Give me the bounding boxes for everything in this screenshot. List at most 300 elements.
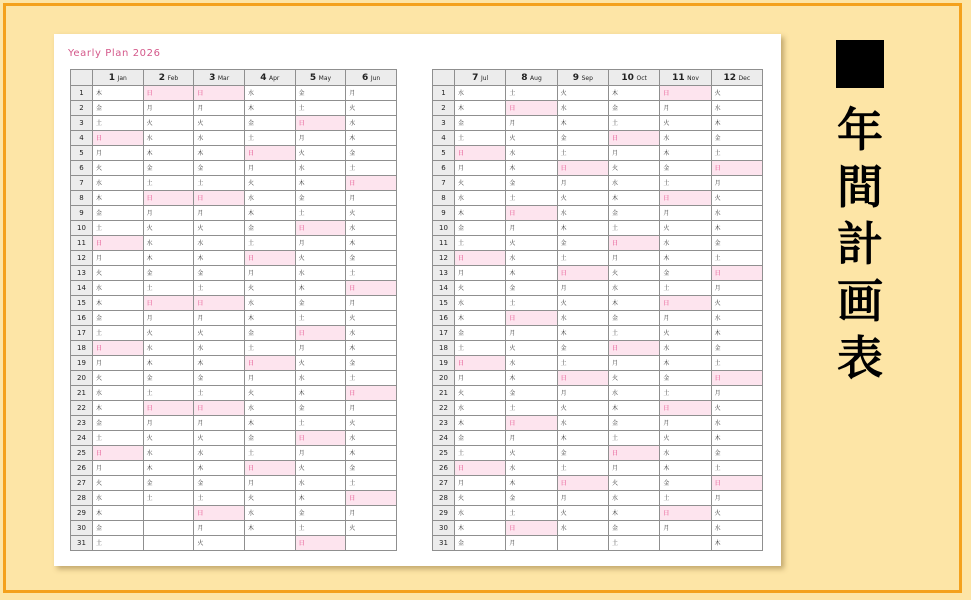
day-cell[interactable]: 月 bbox=[346, 296, 397, 311]
day-cell[interactable]: 月 bbox=[557, 176, 608, 191]
day-cell[interactable]: 木 bbox=[660, 251, 711, 266]
day-cell[interactable]: 金 bbox=[194, 371, 245, 386]
day-cell[interactable]: 金 bbox=[557, 446, 608, 461]
day-cell[interactable]: 金 bbox=[506, 386, 557, 401]
day-cell[interactable]: 金 bbox=[143, 161, 194, 176]
day-cell[interactable]: 火 bbox=[660, 326, 711, 341]
day-cell[interactable]: 水 bbox=[660, 236, 711, 251]
day-cell[interactable]: 火 bbox=[295, 251, 346, 266]
day-cell[interactable]: 火 bbox=[455, 491, 506, 506]
day-cell[interactable]: 月 bbox=[143, 206, 194, 221]
day-cell[interactable]: 金 bbox=[455, 431, 506, 446]
day-cell[interactable]: 火 bbox=[557, 296, 608, 311]
sunday-cell[interactable]: 日 bbox=[346, 281, 397, 296]
sunday-cell[interactable]: 日 bbox=[93, 446, 144, 461]
day-cell[interactable]: 土 bbox=[608, 116, 659, 131]
sunday-cell[interactable]: 日 bbox=[244, 251, 295, 266]
sunday-cell[interactable]: 日 bbox=[557, 476, 608, 491]
day-cell[interactable]: 水 bbox=[455, 401, 506, 416]
sunday-cell[interactable]: 日 bbox=[608, 341, 659, 356]
day-cell[interactable]: 月 bbox=[346, 401, 397, 416]
day-cell[interactable]: 金 bbox=[194, 161, 245, 176]
day-cell[interactable]: 水 bbox=[506, 461, 557, 476]
day-cell[interactable]: 水 bbox=[506, 251, 557, 266]
sunday-cell[interactable]: 日 bbox=[295, 221, 346, 236]
sunday-cell[interactable]: 日 bbox=[608, 131, 659, 146]
day-cell[interactable]: 月 bbox=[455, 266, 506, 281]
day-cell[interactable]: 土 bbox=[244, 446, 295, 461]
day-cell[interactable]: 金 bbox=[660, 371, 711, 386]
sunday-cell[interactable]: 日 bbox=[711, 476, 762, 491]
day-cell[interactable]: 水 bbox=[143, 446, 194, 461]
day-cell[interactable]: 土 bbox=[557, 461, 608, 476]
day-cell[interactable]: 月 bbox=[660, 521, 711, 536]
day-cell[interactable]: 火 bbox=[711, 86, 762, 101]
sunday-cell[interactable]: 日 bbox=[557, 161, 608, 176]
day-cell[interactable]: 土 bbox=[346, 476, 397, 491]
day-cell[interactable]: 土 bbox=[295, 206, 346, 221]
day-cell[interactable]: 木 bbox=[557, 326, 608, 341]
sunday-cell[interactable]: 日 bbox=[295, 431, 346, 446]
day-cell[interactable]: 火 bbox=[346, 311, 397, 326]
day-cell[interactable]: 水 bbox=[506, 146, 557, 161]
day-cell[interactable]: 月 bbox=[506, 116, 557, 131]
day-cell[interactable]: 水 bbox=[244, 86, 295, 101]
day-cell[interactable]: 月 bbox=[660, 311, 711, 326]
sunday-cell[interactable]: 日 bbox=[295, 326, 346, 341]
day-cell[interactable]: 火 bbox=[711, 296, 762, 311]
day-cell[interactable]: 火 bbox=[295, 356, 346, 371]
day-cell[interactable]: 水 bbox=[194, 131, 245, 146]
day-cell[interactable]: 火 bbox=[455, 386, 506, 401]
day-cell[interactable]: 金 bbox=[346, 356, 397, 371]
day-cell[interactable]: 火 bbox=[244, 491, 295, 506]
day-cell[interactable]: 金 bbox=[244, 431, 295, 446]
day-cell[interactable]: 水 bbox=[93, 386, 144, 401]
day-cell[interactable]: 月 bbox=[295, 341, 346, 356]
sunday-cell[interactable]: 日 bbox=[295, 116, 346, 131]
sunday-cell[interactable]: 日 bbox=[194, 401, 245, 416]
day-cell[interactable]: 木 bbox=[295, 386, 346, 401]
sunday-cell[interactable]: 日 bbox=[506, 206, 557, 221]
day-cell[interactable]: 木 bbox=[506, 161, 557, 176]
day-cell[interactable]: 月 bbox=[244, 266, 295, 281]
day-cell[interactable]: 水 bbox=[194, 341, 245, 356]
day-cell[interactable]: 月 bbox=[295, 446, 346, 461]
day-cell[interactable]: 金 bbox=[455, 536, 506, 551]
day-cell[interactable]: 木 bbox=[346, 341, 397, 356]
day-cell[interactable]: 水 bbox=[608, 281, 659, 296]
sunday-cell[interactable]: 日 bbox=[711, 161, 762, 176]
sunday-cell[interactable]: 日 bbox=[660, 506, 711, 521]
day-cell[interactable]: 土 bbox=[660, 176, 711, 191]
day-cell[interactable]: 火 bbox=[143, 326, 194, 341]
day-cell[interactable]: 土 bbox=[660, 386, 711, 401]
day-cell[interactable]: 金 bbox=[93, 521, 144, 536]
day-cell[interactable]: 火 bbox=[346, 101, 397, 116]
day-cell[interactable]: 木 bbox=[295, 491, 346, 506]
day-cell[interactable]: 金 bbox=[244, 326, 295, 341]
sunday-cell[interactable]: 日 bbox=[93, 341, 144, 356]
day-cell[interactable]: 木 bbox=[506, 371, 557, 386]
day-cell[interactable]: 水 bbox=[244, 296, 295, 311]
day-cell[interactable]: 土 bbox=[608, 221, 659, 236]
day-cell[interactable]: 金 bbox=[93, 101, 144, 116]
day-cell[interactable]: 月 bbox=[194, 311, 245, 326]
day-cell[interactable]: 土 bbox=[244, 131, 295, 146]
day-cell[interactable]: 木 bbox=[93, 506, 144, 521]
day-cell[interactable]: 土 bbox=[143, 281, 194, 296]
day-cell[interactable]: 木 bbox=[557, 221, 608, 236]
day-cell[interactable]: 火 bbox=[93, 476, 144, 491]
day-cell[interactable]: 水 bbox=[295, 161, 346, 176]
day-cell[interactable]: 水 bbox=[346, 116, 397, 131]
day-cell[interactable]: 水 bbox=[557, 101, 608, 116]
day-cell[interactable]: 月 bbox=[557, 386, 608, 401]
sunday-cell[interactable]: 日 bbox=[143, 86, 194, 101]
day-cell[interactable]: 月 bbox=[295, 236, 346, 251]
day-cell[interactable]: 木 bbox=[346, 131, 397, 146]
sunday-cell[interactable]: 日 bbox=[143, 296, 194, 311]
sunday-cell[interactable]: 日 bbox=[506, 101, 557, 116]
day-cell[interactable]: 火 bbox=[557, 86, 608, 101]
day-cell[interactable]: 金 bbox=[93, 311, 144, 326]
day-cell[interactable]: 火 bbox=[93, 161, 144, 176]
day-cell[interactable]: 木 bbox=[557, 116, 608, 131]
day-cell[interactable]: 月 bbox=[608, 461, 659, 476]
day-cell[interactable]: 月 bbox=[295, 131, 346, 146]
day-cell[interactable]: 金 bbox=[660, 476, 711, 491]
day-cell[interactable]: 木 bbox=[346, 236, 397, 251]
day-cell[interactable]: 金 bbox=[295, 401, 346, 416]
day-cell[interactable]: 月 bbox=[244, 476, 295, 491]
day-cell[interactable]: 土 bbox=[455, 446, 506, 461]
day-cell[interactable]: 木 bbox=[93, 296, 144, 311]
day-cell[interactable]: 火 bbox=[506, 341, 557, 356]
day-cell[interactable]: 土 bbox=[557, 146, 608, 161]
day-cell[interactable]: 土 bbox=[93, 431, 144, 446]
day-cell[interactable]: 金 bbox=[711, 446, 762, 461]
sunday-cell[interactable]: 日 bbox=[194, 191, 245, 206]
day-cell[interactable]: 火 bbox=[244, 176, 295, 191]
day-cell[interactable]: 土 bbox=[295, 311, 346, 326]
sunday-cell[interactable]: 日 bbox=[244, 461, 295, 476]
sunday-cell[interactable]: 日 bbox=[455, 146, 506, 161]
sunday-cell[interactable]: 日 bbox=[660, 401, 711, 416]
day-cell[interactable]: 火 bbox=[194, 536, 245, 551]
day-cell[interactable]: 木 bbox=[455, 101, 506, 116]
day-cell[interactable]: 土 bbox=[455, 131, 506, 146]
day-cell[interactable]: 土 bbox=[557, 356, 608, 371]
day-cell[interactable]: 金 bbox=[194, 266, 245, 281]
day-cell[interactable]: 金 bbox=[93, 206, 144, 221]
day-cell[interactable]: 金 bbox=[143, 266, 194, 281]
day-cell[interactable]: 木 bbox=[711, 536, 762, 551]
day-cell[interactable]: 土 bbox=[711, 146, 762, 161]
sunday-cell[interactable]: 日 bbox=[143, 401, 194, 416]
day-cell[interactable]: 月 bbox=[506, 221, 557, 236]
day-cell[interactable]: 水 bbox=[346, 326, 397, 341]
day-cell[interactable]: 土 bbox=[608, 431, 659, 446]
day-cell[interactable]: 火 bbox=[143, 116, 194, 131]
sunday-cell[interactable]: 日 bbox=[557, 266, 608, 281]
sunday-cell[interactable]: 日 bbox=[295, 536, 346, 551]
day-cell[interactable]: 月 bbox=[455, 161, 506, 176]
sunday-cell[interactable]: 日 bbox=[711, 266, 762, 281]
sunday-cell[interactable]: 日 bbox=[244, 356, 295, 371]
day-cell[interactable]: 金 bbox=[295, 296, 346, 311]
day-cell[interactable]: 火 bbox=[244, 281, 295, 296]
day-cell[interactable]: 月 bbox=[194, 101, 245, 116]
day-cell[interactable]: 水 bbox=[244, 401, 295, 416]
day-cell[interactable]: 水 bbox=[608, 176, 659, 191]
sunday-cell[interactable]: 日 bbox=[194, 86, 245, 101]
day-cell[interactable]: 月 bbox=[194, 416, 245, 431]
day-cell[interactable]: 月 bbox=[143, 416, 194, 431]
day-cell[interactable]: 土 bbox=[506, 296, 557, 311]
sunday-cell[interactable]: 日 bbox=[506, 416, 557, 431]
day-cell[interactable]: 月 bbox=[143, 311, 194, 326]
day-cell[interactable]: 火 bbox=[660, 116, 711, 131]
day-cell[interactable]: 木 bbox=[660, 461, 711, 476]
day-cell[interactable]: 木 bbox=[143, 461, 194, 476]
sunday-cell[interactable]: 日 bbox=[93, 131, 144, 146]
day-cell[interactable]: 金 bbox=[244, 221, 295, 236]
day-cell[interactable]: 土 bbox=[455, 341, 506, 356]
day-cell[interactable]: 木 bbox=[194, 251, 245, 266]
day-cell[interactable]: 水 bbox=[244, 506, 295, 521]
day-cell[interactable]: 土 bbox=[93, 116, 144, 131]
day-cell[interactable]: 火 bbox=[608, 266, 659, 281]
day-cell[interactable]: 土 bbox=[194, 386, 245, 401]
day-cell[interactable]: 金 bbox=[93, 416, 144, 431]
day-cell[interactable]: 土 bbox=[244, 341, 295, 356]
day-cell[interactable]: 金 bbox=[506, 176, 557, 191]
day-cell[interactable]: 木 bbox=[244, 311, 295, 326]
day-cell[interactable]: 土 bbox=[711, 356, 762, 371]
day-cell[interactable]: 月 bbox=[557, 281, 608, 296]
day-cell[interactable]: 土 bbox=[506, 86, 557, 101]
day-cell[interactable]: 金 bbox=[346, 461, 397, 476]
day-cell[interactable]: 火 bbox=[455, 281, 506, 296]
day-cell[interactable]: 木 bbox=[455, 416, 506, 431]
day-cell[interactable]: 火 bbox=[93, 266, 144, 281]
day-cell[interactable]: 木 bbox=[93, 86, 144, 101]
sunday-cell[interactable]: 日 bbox=[506, 311, 557, 326]
day-cell[interactable]: 土 bbox=[244, 236, 295, 251]
day-cell[interactable]: 金 bbox=[711, 341, 762, 356]
day-cell[interactable]: 木 bbox=[608, 191, 659, 206]
day-cell[interactable]: 土 bbox=[455, 236, 506, 251]
day-cell[interactable]: 水 bbox=[295, 371, 346, 386]
day-cell[interactable]: 月 bbox=[557, 491, 608, 506]
day-cell[interactable]: 木 bbox=[660, 356, 711, 371]
day-cell[interactable]: 木 bbox=[506, 266, 557, 281]
day-cell[interactable]: 木 bbox=[143, 251, 194, 266]
day-cell[interactable]: 木 bbox=[143, 356, 194, 371]
day-cell[interactable]: 木 bbox=[711, 221, 762, 236]
day-cell[interactable]: 水 bbox=[711, 101, 762, 116]
day-cell[interactable]: 水 bbox=[608, 491, 659, 506]
day-cell[interactable]: 木 bbox=[455, 206, 506, 221]
day-cell[interactable]: 火 bbox=[244, 386, 295, 401]
day-cell[interactable]: 火 bbox=[194, 326, 245, 341]
day-cell[interactable]: 月 bbox=[244, 371, 295, 386]
day-cell[interactable]: 火 bbox=[557, 506, 608, 521]
day-cell[interactable]: 水 bbox=[608, 386, 659, 401]
day-cell[interactable]: 水 bbox=[244, 191, 295, 206]
day-cell[interactable]: 火 bbox=[557, 401, 608, 416]
day-cell[interactable]: 金 bbox=[143, 371, 194, 386]
day-cell[interactable]: 火 bbox=[295, 461, 346, 476]
sunday-cell[interactable]: 日 bbox=[557, 371, 608, 386]
day-cell[interactable]: 木 bbox=[608, 296, 659, 311]
sunday-cell[interactable]: 日 bbox=[244, 146, 295, 161]
day-cell[interactable]: 火 bbox=[660, 431, 711, 446]
day-cell[interactable]: 金 bbox=[506, 281, 557, 296]
day-cell[interactable]: 水 bbox=[455, 296, 506, 311]
day-cell[interactable]: 金 bbox=[660, 161, 711, 176]
day-cell[interactable]: 水 bbox=[711, 311, 762, 326]
day-cell[interactable]: 木 bbox=[93, 191, 144, 206]
sunday-cell[interactable]: 日 bbox=[608, 236, 659, 251]
day-cell[interactable]: 土 bbox=[506, 401, 557, 416]
day-cell[interactable]: 水 bbox=[557, 521, 608, 536]
day-cell[interactable]: 土 bbox=[346, 161, 397, 176]
day-cell[interactable]: 火 bbox=[295, 146, 346, 161]
day-cell[interactable]: 木 bbox=[506, 476, 557, 491]
day-cell[interactable]: 火 bbox=[711, 401, 762, 416]
day-cell[interactable]: 水 bbox=[711, 416, 762, 431]
day-cell[interactable]: 水 bbox=[93, 491, 144, 506]
day-cell[interactable]: 水 bbox=[557, 416, 608, 431]
day-cell[interactable]: 水 bbox=[455, 86, 506, 101]
day-cell[interactable]: 木 bbox=[244, 206, 295, 221]
day-cell[interactable]: 月 bbox=[506, 431, 557, 446]
day-cell[interactable]: 木 bbox=[194, 146, 245, 161]
day-cell[interactable]: 木 bbox=[711, 431, 762, 446]
day-cell[interactable]: 土 bbox=[93, 221, 144, 236]
day-cell[interactable]: 木 bbox=[608, 86, 659, 101]
day-cell[interactable]: 水 bbox=[660, 341, 711, 356]
day-cell[interactable]: 月 bbox=[93, 251, 144, 266]
day-cell[interactable]: 月 bbox=[346, 506, 397, 521]
day-cell[interactable]: 土 bbox=[608, 326, 659, 341]
day-cell[interactable]: 水 bbox=[455, 191, 506, 206]
day-cell[interactable]: 月 bbox=[244, 161, 295, 176]
sunday-cell[interactable]: 日 bbox=[660, 191, 711, 206]
day-cell[interactable]: 土 bbox=[506, 191, 557, 206]
sunday-cell[interactable]: 日 bbox=[346, 176, 397, 191]
day-cell[interactable]: 木 bbox=[143, 146, 194, 161]
day-cell[interactable]: 土 bbox=[608, 536, 659, 551]
sunday-cell[interactable]: 日 bbox=[346, 386, 397, 401]
day-cell[interactable]: 月 bbox=[660, 416, 711, 431]
day-cell[interactable]: 木 bbox=[711, 116, 762, 131]
day-cell[interactable]: 火 bbox=[143, 431, 194, 446]
day-cell[interactable]: 木 bbox=[346, 446, 397, 461]
day-cell[interactable]: 土 bbox=[143, 176, 194, 191]
day-cell[interactable]: 金 bbox=[295, 86, 346, 101]
day-cell[interactable]: 月 bbox=[711, 491, 762, 506]
day-cell[interactable]: 土 bbox=[506, 506, 557, 521]
day-cell[interactable]: 火 bbox=[455, 176, 506, 191]
day-cell[interactable]: 火 bbox=[711, 191, 762, 206]
day-cell[interactable]: 木 bbox=[93, 401, 144, 416]
sunday-cell[interactable]: 日 bbox=[455, 461, 506, 476]
day-cell[interactable]: 金 bbox=[295, 191, 346, 206]
day-cell[interactable]: 土 bbox=[295, 101, 346, 116]
sunday-cell[interactable]: 日 bbox=[660, 86, 711, 101]
day-cell[interactable]: 金 bbox=[557, 131, 608, 146]
day-cell[interactable]: 月 bbox=[93, 461, 144, 476]
day-cell[interactable]: 月 bbox=[455, 371, 506, 386]
day-cell[interactable]: 金 bbox=[506, 491, 557, 506]
day-cell[interactable]: 水 bbox=[295, 266, 346, 281]
sunday-cell[interactable]: 日 bbox=[194, 296, 245, 311]
day-cell[interactable]: 火 bbox=[194, 221, 245, 236]
day-cell[interactable]: 月 bbox=[93, 146, 144, 161]
day-cell[interactable]: 水 bbox=[295, 476, 346, 491]
day-cell[interactable]: 水 bbox=[557, 311, 608, 326]
day-cell[interactable]: 月 bbox=[194, 521, 245, 536]
day-cell[interactable]: 土 bbox=[194, 176, 245, 191]
day-cell[interactable]: 木 bbox=[608, 506, 659, 521]
sunday-cell[interactable]: 日 bbox=[455, 251, 506, 266]
day-cell[interactable]: 月 bbox=[711, 281, 762, 296]
day-cell[interactable]: 土 bbox=[143, 386, 194, 401]
day-cell[interactable]: 木 bbox=[455, 521, 506, 536]
day-cell[interactable]: 水 bbox=[557, 206, 608, 221]
day-cell[interactable]: 月 bbox=[660, 101, 711, 116]
sunday-cell[interactable]: 日 bbox=[346, 491, 397, 506]
day-cell[interactable]: 金 bbox=[608, 311, 659, 326]
day-cell[interactable]: 月 bbox=[93, 356, 144, 371]
sunday-cell[interactable]: 日 bbox=[711, 371, 762, 386]
day-cell[interactable]: 水 bbox=[194, 446, 245, 461]
day-cell[interactable]: 土 bbox=[295, 416, 346, 431]
day-cell[interactable]: 火 bbox=[711, 506, 762, 521]
day-cell[interactable]: 金 bbox=[608, 101, 659, 116]
day-cell[interactable]: 金 bbox=[660, 266, 711, 281]
day-cell[interactable]: 月 bbox=[346, 191, 397, 206]
day-cell[interactable]: 金 bbox=[346, 146, 397, 161]
day-cell[interactable]: 火 bbox=[608, 161, 659, 176]
day-cell[interactable]: 土 bbox=[346, 266, 397, 281]
day-cell[interactable]: 木 bbox=[711, 326, 762, 341]
day-cell[interactable]: 月 bbox=[711, 386, 762, 401]
day-cell[interactable]: 月 bbox=[608, 146, 659, 161]
day-cell[interactable]: 土 bbox=[660, 281, 711, 296]
day-cell[interactable]: 月 bbox=[711, 176, 762, 191]
day-cell[interactable]: 火 bbox=[93, 371, 144, 386]
day-cell[interactable]: 土 bbox=[93, 536, 144, 551]
day-cell[interactable]: 月 bbox=[194, 206, 245, 221]
day-cell[interactable]: 火 bbox=[346, 521, 397, 536]
day-cell[interactable]: 土 bbox=[194, 491, 245, 506]
day-cell[interactable]: 木 bbox=[660, 146, 711, 161]
day-cell[interactable]: 火 bbox=[557, 191, 608, 206]
day-cell[interactable]: 火 bbox=[660, 221, 711, 236]
day-cell[interactable]: 火 bbox=[143, 221, 194, 236]
day-cell[interactable]: 土 bbox=[557, 251, 608, 266]
day-cell[interactable]: 木 bbox=[244, 521, 295, 536]
day-cell[interactable]: 火 bbox=[346, 416, 397, 431]
day-cell[interactable]: 木 bbox=[244, 101, 295, 116]
sunday-cell[interactable]: 日 bbox=[455, 356, 506, 371]
day-cell[interactable]: 水 bbox=[346, 431, 397, 446]
day-cell[interactable]: 土 bbox=[711, 461, 762, 476]
